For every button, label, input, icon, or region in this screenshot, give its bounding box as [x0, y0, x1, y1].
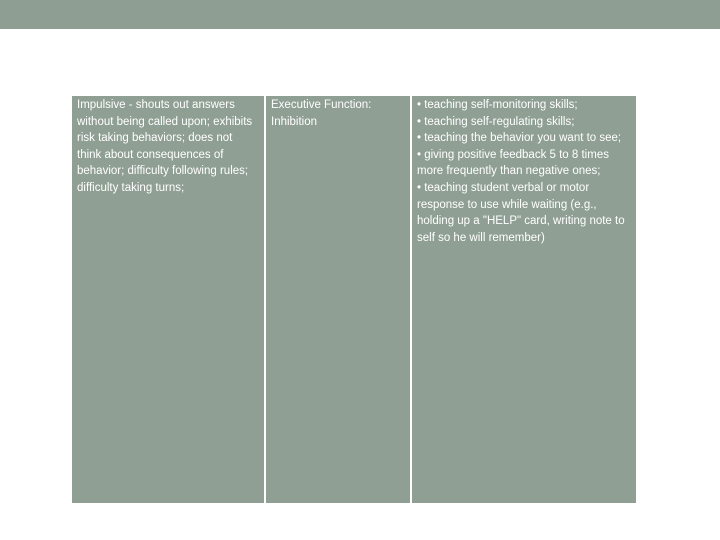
strategy-item: • teaching self-regulating skills;	[417, 115, 575, 128]
strategy-item: • giving positive feedback 5 to 8 times more frequently than negative ones;	[417, 148, 609, 178]
header-band	[0, 0, 720, 29]
function-text: Executive Function: Inhibition	[271, 99, 372, 128]
strategies-cell	[412, 96, 636, 503]
strategy-table	[72, 96, 636, 503]
strategy-item: • teaching student verbal or motor response to use while waiting (e.g., holding up a "HELP" card, writing note to self so he will remember)	[417, 181, 625, 244]
behavior-cell	[72, 96, 264, 503]
function-cell	[266, 96, 410, 503]
strategy-item: • teaching the behavior you want to see;	[417, 132, 622, 145]
behavior-text: Impulsive - shouts out answers without being called upon; exhibits risk taking behaviors; does not think about consequences of behavior; difficulty following rules; difficulty taking turns;	[77, 99, 253, 194]
strategy-item: • teaching self-monitoring skills;	[417, 99, 578, 111]
